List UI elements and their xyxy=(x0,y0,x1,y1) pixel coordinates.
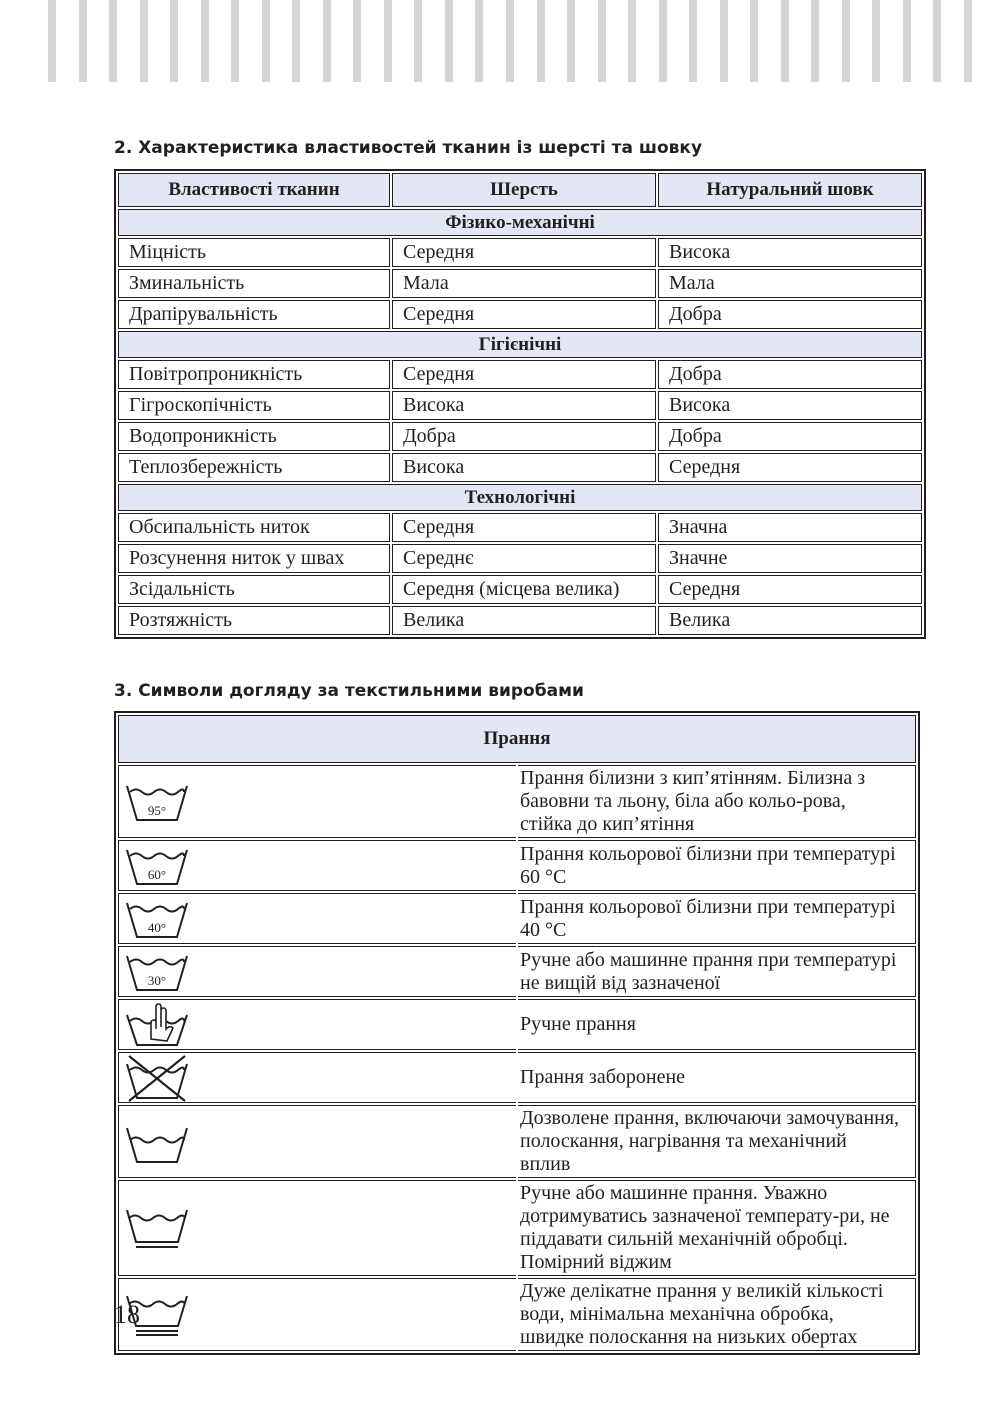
fabric-properties-table xyxy=(114,169,926,639)
wool-value-cell: Добра xyxy=(392,422,656,451)
property-cell: Зминальність xyxy=(118,269,390,298)
decorative-stripe xyxy=(414,0,422,82)
wool-value-cell: Середня (місцева велика) xyxy=(392,575,656,604)
table-row xyxy=(118,453,922,482)
decorative-stripe xyxy=(567,0,575,82)
table-row xyxy=(118,513,922,542)
table-row xyxy=(118,544,922,573)
page-number: 18 xyxy=(114,1300,140,1329)
table-row xyxy=(118,946,916,997)
care-description: Ручне або машинне прання при температурі не вищій від зазначеної xyxy=(518,946,916,997)
property-cell: Міцність xyxy=(118,238,390,267)
table-row xyxy=(118,269,922,298)
decorative-stripe xyxy=(262,0,270,82)
table-row xyxy=(118,391,922,420)
care-description: Дуже делікатне прання у великій кількості води, мінімальна механічна обробка, швидке полоскання на низьких обертах xyxy=(518,1278,916,1351)
silk-value-cell: Значне xyxy=(658,544,922,573)
table-header-row xyxy=(118,173,922,207)
decorative-stripe xyxy=(842,0,850,82)
silk-value-cell: Добра xyxy=(658,300,922,329)
wash-temp-label: 60° xyxy=(147,866,167,882)
care-description: Прання кольорової білизни при температурі 40 °С xyxy=(518,893,916,944)
property-cell: Гігроскопічність xyxy=(118,391,390,420)
table-row xyxy=(118,360,922,389)
group-label: Технологічні xyxy=(118,484,922,511)
silk-value-cell: Велика xyxy=(658,606,922,635)
decorative-stripe xyxy=(659,0,667,82)
decorative-stripe xyxy=(323,0,331,82)
wash-temp-label: 95° xyxy=(147,802,167,818)
table-row xyxy=(118,422,922,451)
decorative-stripe xyxy=(140,0,148,82)
group-label: Фізико-механічні xyxy=(118,209,922,236)
section-title-care-symbols: 3. Символи догляду за текстильними виробами xyxy=(114,681,584,701)
wool-value-cell: Висока xyxy=(392,453,656,482)
table-row xyxy=(118,606,922,635)
decorative-stripe xyxy=(903,0,911,82)
care-symbols-table xyxy=(114,711,920,1355)
table-row xyxy=(118,1105,916,1178)
decorative-stripe xyxy=(48,0,56,82)
wool-value-cell: Середня xyxy=(392,513,656,542)
table-row xyxy=(118,893,916,944)
care-description: Прання кольорової білизни при температурі 60 °С xyxy=(518,840,916,891)
property-cell: Теплозбережність xyxy=(118,453,390,482)
property-cell: Зсідальність xyxy=(118,575,390,604)
silk-value-cell: Висока xyxy=(658,391,922,420)
wash-30-icon xyxy=(123,950,191,994)
silk-value-cell: Середня xyxy=(658,575,922,604)
decorative-stripe xyxy=(964,0,972,82)
silk-value-cell: Добра xyxy=(658,422,922,451)
decorative-stripe xyxy=(628,0,636,82)
wool-value-cell: Велика xyxy=(392,606,656,635)
decorative-stripe xyxy=(445,0,453,82)
decorative-stripe xyxy=(750,0,758,82)
decorative-stripe xyxy=(537,0,545,82)
header-wool: Шерсть xyxy=(392,173,656,207)
decorative-stripe xyxy=(933,0,941,82)
top-decorative-stripes xyxy=(48,0,972,82)
decorative-stripe xyxy=(353,0,361,82)
decorative-stripe xyxy=(79,0,87,82)
wash-95-icon xyxy=(123,780,191,824)
care-description: Ручне прання xyxy=(518,999,916,1050)
wash-gentle-icon xyxy=(123,1206,191,1250)
table-row xyxy=(118,575,922,604)
section-title-fabric-properties: 2. Характеристика властивостей тканин із шерсті та шовку xyxy=(114,138,703,158)
header-properties: Властивості тканин xyxy=(118,173,390,207)
table-row xyxy=(118,999,916,1050)
silk-value-cell: Середня xyxy=(658,453,922,482)
wash-40-icon xyxy=(123,897,191,941)
property-cell: Обсипальність ниток xyxy=(118,513,390,542)
decorative-stripe xyxy=(781,0,789,82)
decorative-stripe xyxy=(170,0,178,82)
table-row xyxy=(118,300,922,329)
property-cell: Повітропроникність xyxy=(118,360,390,389)
decorative-stripe xyxy=(720,0,728,82)
decorative-stripe xyxy=(109,0,117,82)
decorative-stripe xyxy=(689,0,697,82)
wool-value-cell: Середня xyxy=(392,300,656,329)
wash-60-icon xyxy=(123,844,191,888)
property-cell: Водопроникність xyxy=(118,422,390,451)
silk-value-cell: Мала xyxy=(658,269,922,298)
decorative-stripe xyxy=(231,0,239,82)
decorative-stripe xyxy=(811,0,819,82)
header-silk: Натуральний шовк xyxy=(658,173,922,207)
wash-temp-label: 30° xyxy=(147,972,167,988)
decorative-stripe xyxy=(475,0,483,82)
table-row xyxy=(118,238,922,267)
care-description: Дозволене прання, включаючи замочування, полоскання, нагрівання та механічний вплив xyxy=(518,1105,916,1178)
property-cell: Розсунення ниток у швах xyxy=(118,544,390,573)
table-row xyxy=(118,840,916,891)
wool-value-cell: Висока xyxy=(392,391,656,420)
property-cell: Розтяжність xyxy=(118,606,390,635)
wash-temp-label: 40° xyxy=(147,919,167,935)
table-row xyxy=(118,1180,916,1276)
table-row xyxy=(118,765,916,838)
silk-value-cell: Значна xyxy=(658,513,922,542)
care-description: Прання білизни з кип’ятінням. Білизна з бавовни та льону, біла або кольо-рова, стійка до кип’ятіння xyxy=(518,765,916,838)
table-header-row xyxy=(118,715,916,763)
wool-value-cell: Середня xyxy=(392,360,656,389)
property-cell: Драпірувальність xyxy=(118,300,390,329)
decorative-stripe xyxy=(872,0,880,82)
header-washing: Прання xyxy=(118,715,916,763)
care-description: Прання заборонене xyxy=(518,1052,916,1103)
hand-wash-icon xyxy=(123,1003,191,1047)
decorative-stripe xyxy=(384,0,392,82)
group-label: Гігієнічні xyxy=(118,331,922,358)
wool-value-cell: Середнє xyxy=(392,544,656,573)
group-row-physical-mechanical xyxy=(118,209,922,236)
decorative-stripe xyxy=(201,0,209,82)
group-row-technological xyxy=(118,484,922,511)
wash-normal-icon xyxy=(123,1120,191,1164)
silk-value-cell: Добра xyxy=(658,360,922,389)
group-row-hygienic xyxy=(118,331,922,358)
silk-value-cell: Висока xyxy=(658,238,922,267)
wool-value-cell: Мала xyxy=(392,269,656,298)
table-row xyxy=(118,1052,916,1103)
decorative-stripe xyxy=(292,0,300,82)
decorative-stripe xyxy=(506,0,514,82)
no-wash-icon xyxy=(123,1054,191,1102)
care-description: Ручне або машинне прання. Уважно дотримуватись зазначеної температу-ри, не піддавати сильній механічній обробці. Помірний віджим xyxy=(518,1180,916,1276)
wool-value-cell: Середня xyxy=(392,238,656,267)
decorative-stripe xyxy=(598,0,606,82)
table-row xyxy=(118,1278,916,1351)
